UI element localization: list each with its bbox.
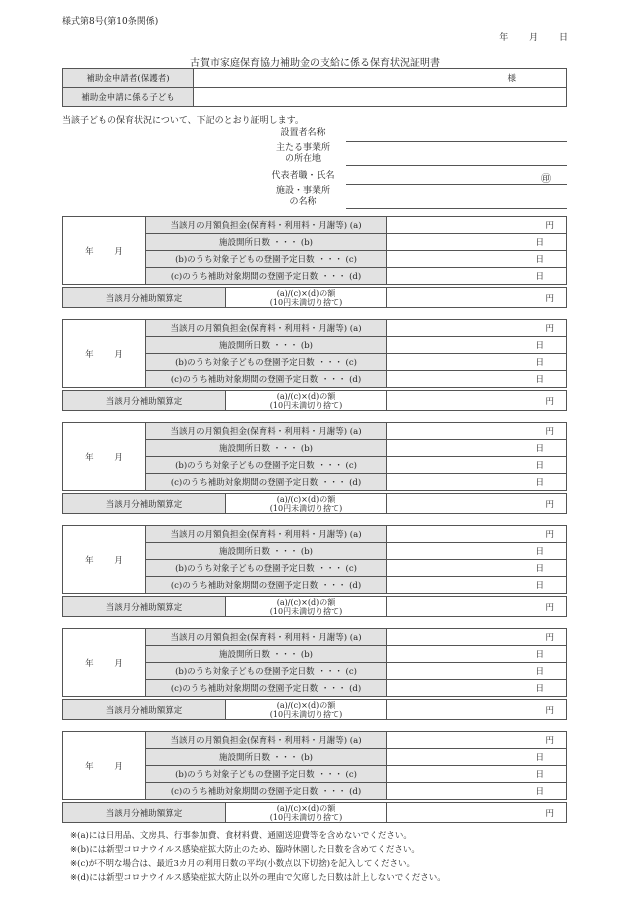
- subsidy-days-field[interactable]: 日: [387, 783, 567, 800]
- monthly-fee-field[interactable]: 円: [387, 732, 567, 749]
- office-row: [262, 143, 567, 167]
- planned-days-field[interactable]: 日: [387, 560, 567, 577]
- rep-label: 代表者職・氏名: [271, 171, 335, 181]
- subsidy-days-field[interactable]: 日: [387, 371, 567, 388]
- open-days-field[interactable]: 日: [387, 440, 567, 457]
- note-d: ※(d)には新型コロナウイルス感染症拡大防止以外の理由で欠席した日数は計上しないでください。: [70, 873, 446, 883]
- month-table: [62, 731, 567, 800]
- planned-days-field[interactable]: 日: [387, 663, 567, 680]
- month-block: [62, 319, 567, 411]
- open-days-label: 施設開所日数 ・・・ (b): [146, 234, 387, 251]
- calc-formula: (a)/(c)×(d)の額 (10円未満切り捨て): [226, 803, 387, 823]
- monthly-fee-label: 当該月の月額負担金(保育料・利用料・月謝等) (a): [146, 423, 387, 440]
- note-c: ※(c)が不明な場合は、最近3カ月の利用日数の平均(小数点以下切捨)を記入してください。: [70, 859, 416, 869]
- calc-table: [62, 596, 567, 617]
- planned-days-field[interactable]: 日: [387, 766, 567, 783]
- calc-amount-field[interactable]: 円: [387, 494, 567, 514]
- planned-days-label: (b)のうち対象子どもの登園予定日数 ・・・ (c): [146, 457, 387, 474]
- calc-amount-field[interactable]: 円: [387, 288, 567, 308]
- calc-amount-field[interactable]: 円: [387, 391, 567, 411]
- open-days-field[interactable]: 日: [387, 543, 567, 560]
- calc-table: [62, 493, 567, 514]
- calc-formula: (a)/(c)×(d)の額 (10円未満切り捨て): [226, 700, 387, 720]
- open-days-field[interactable]: 日: [387, 234, 567, 251]
- monthly-fee-field[interactable]: 円: [387, 217, 567, 234]
- facility-name-label: 施設・事業所 の名称: [275, 186, 330, 207]
- open-days-label: 施設開所日数 ・・・ (b): [146, 749, 387, 766]
- note-b: ※(b)には新型コロナウイルス感染症拡大防止のため、臨時休園した日数を含めてください。: [70, 845, 420, 855]
- open-days-label: 施設開所日数 ・・・ (b): [146, 646, 387, 663]
- year-month-cell[interactable]: 年 月: [63, 217, 146, 285]
- office-label: 主たる事業所 の所在地: [275, 143, 330, 164]
- calc-amount-field[interactable]: 円: [387, 700, 567, 720]
- year-month-cell[interactable]: 年 月: [63, 320, 146, 388]
- subsidy-days-field[interactable]: 日: [387, 474, 567, 491]
- monthly-fee-label: 当該月の月額負担金(保育料・利用料・月謝等) (a): [146, 629, 387, 646]
- planned-days-field[interactable]: 日: [387, 457, 567, 474]
- month-block: [62, 731, 567, 823]
- office-line[interactable]: [346, 165, 567, 166]
- year-month-cell[interactable]: 年 月: [63, 423, 146, 491]
- subsidy-days-field[interactable]: 日: [387, 577, 567, 594]
- monthly-fee-field[interactable]: 円: [387, 320, 567, 337]
- subsidy-days-label: (c)のうち補助対象期間の登園予定日数 ・・・ (d): [146, 474, 387, 491]
- note-a: ※(a)には日用品、文房具、行事参加費、食材料費、通園送迎費等を含めないでください。: [70, 831, 412, 841]
- month-table: [62, 628, 567, 697]
- open-days-field[interactable]: 日: [387, 337, 567, 354]
- calc-formula: (a)/(c)×(d)の額 (10円未満切り捨て): [226, 494, 387, 514]
- open-days-label: 施設開所日数 ・・・ (b): [146, 337, 387, 354]
- notes: [70, 829, 446, 885]
- month-table: [62, 422, 567, 491]
- year-month-cell[interactable]: 年 月: [63, 732, 146, 800]
- intro-text: 当該子どもの保育状況について、下記のとおり証明します。: [62, 116, 304, 126]
- rep-row: [262, 170, 567, 184]
- form-number: 様式第8号(第10条関係): [62, 17, 159, 27]
- month-table: [62, 216, 567, 285]
- calc-table: [62, 390, 567, 411]
- calc-formula: (a)/(c)×(d)の額 (10円未満切り捨て): [226, 597, 387, 617]
- open-days-label: 施設開所日数 ・・・ (b): [146, 440, 387, 457]
- monthly-fee-field[interactable]: 円: [387, 629, 567, 646]
- subsidy-days-label: (c)のうち補助対象期間の登園予定日数 ・・・ (d): [146, 371, 387, 388]
- calc-amount-field[interactable]: 円: [387, 597, 567, 617]
- subsidy-days-field[interactable]: 日: [387, 268, 567, 285]
- calc-label: 当該月分補助額算定: [63, 597, 226, 617]
- planned-days-label: (b)のうち対象子どもの登園予定日数 ・・・ (c): [146, 354, 387, 371]
- month-table: [62, 525, 567, 594]
- seal-mark: ㊞: [541, 174, 551, 185]
- calc-label: 当該月分補助額算定: [63, 391, 226, 411]
- founder-line[interactable]: [346, 141, 567, 142]
- calc-formula: (a)/(c)×(d)の額 (10円未満切り捨て): [226, 288, 387, 308]
- monthly-fee-label: 当該月の月額負担金(保育料・利用料・月謝等) (a): [146, 526, 387, 543]
- planned-days-field[interactable]: 日: [387, 354, 567, 371]
- planned-days-label: (b)のうち対象子どもの登園予定日数 ・・・ (c): [146, 766, 387, 783]
- founder-label: 設置者名称: [280, 128, 326, 138]
- year-month-cell[interactable]: 年 月: [63, 629, 146, 697]
- subsidy-days-label: (c)のうち補助対象期間の登園予定日数 ・・・ (d): [146, 268, 387, 285]
- facility-name-line[interactable]: [346, 208, 567, 209]
- founder-row: [262, 126, 567, 142]
- date-line: 年 月 日: [499, 33, 568, 43]
- month-block: [62, 525, 567, 617]
- open-days-label: 施設開所日数 ・・・ (b): [146, 543, 387, 560]
- facility-name-row: [262, 186, 567, 210]
- child-label: 補助金申請に係る子ども: [63, 88, 194, 107]
- year-month-cell[interactable]: 年 月: [63, 526, 146, 594]
- guardian-label: 補助金申請者(保護者): [63, 69, 194, 88]
- month-block: [62, 216, 567, 308]
- monthly-fee-field[interactable]: 円: [387, 526, 567, 543]
- month-table: [62, 319, 567, 388]
- guardian-suffix: 様: [507, 74, 516, 84]
- monthly-fee-label: 当該月の月額負担金(保育料・利用料・月謝等) (a): [146, 320, 387, 337]
- monthly-fee-label: 当該月の月額負担金(保育料・利用料・月謝等) (a): [146, 732, 387, 749]
- planned-days-field[interactable]: 日: [387, 251, 567, 268]
- planned-days-label: (b)のうち対象子どもの登園予定日数 ・・・ (c): [146, 560, 387, 577]
- calc-label: 当該月分補助額算定: [63, 494, 226, 514]
- child-field[interactable]: [194, 88, 567, 107]
- calc-table: [62, 802, 567, 823]
- calc-table: [62, 699, 567, 720]
- monthly-fee-label: 当該月の月額負担金(保育料・利用料・月謝等) (a): [146, 217, 387, 234]
- guardian-field[interactable]: [194, 69, 567, 88]
- rep-line[interactable]: [346, 184, 567, 185]
- calc-amount-field[interactable]: 円: [387, 803, 567, 823]
- monthly-fee-field[interactable]: 円: [387, 423, 567, 440]
- applicant-table: [62, 68, 567, 107]
- calc-table: [62, 287, 567, 308]
- calc-label: 当該月分補助額算定: [63, 700, 226, 720]
- open-days-field[interactable]: 日: [387, 646, 567, 663]
- subsidy-days-label: (c)のうち補助対象期間の登園予定日数 ・・・ (d): [146, 577, 387, 594]
- planned-days-label: (b)のうち対象子どもの登園予定日数 ・・・ (c): [146, 251, 387, 268]
- month-block: [62, 422, 567, 514]
- calc-label: 当該月分補助額算定: [63, 288, 226, 308]
- document-title: 古賀市家庭保育協力補助金の支給に係る保育状況証明書: [190, 58, 440, 69]
- subsidy-days-label: (c)のうち補助対象期間の登園予定日数 ・・・ (d): [146, 680, 387, 697]
- subsidy-days-label: (c)のうち補助対象期間の登園予定日数 ・・・ (d): [146, 783, 387, 800]
- open-days-field[interactable]: 日: [387, 749, 567, 766]
- subsidy-days-field[interactable]: 日: [387, 680, 567, 697]
- calc-label: 当該月分補助額算定: [63, 803, 226, 823]
- planned-days-label: (b)のうち対象子どもの登園予定日数 ・・・ (c): [146, 663, 387, 680]
- month-block: [62, 628, 567, 720]
- calc-formula: (a)/(c)×(d)の額 (10円未満切り捨て): [226, 391, 387, 411]
